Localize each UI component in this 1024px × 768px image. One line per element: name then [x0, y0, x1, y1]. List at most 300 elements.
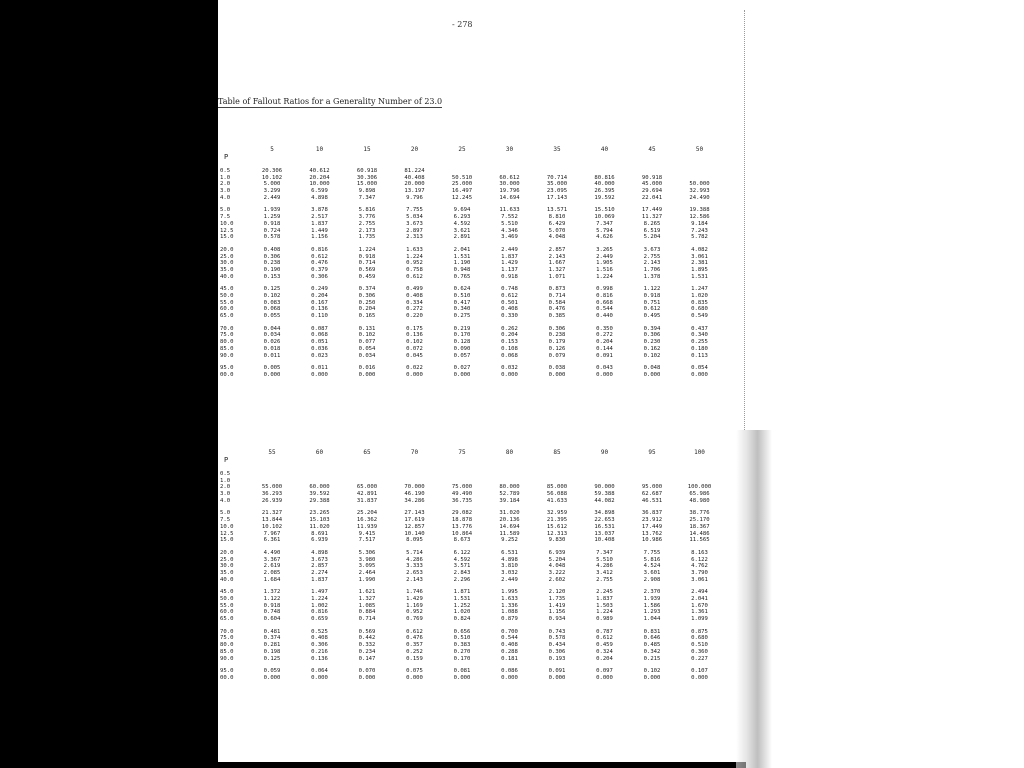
ratio-cell: 0.544 [501, 635, 518, 642]
background-margin [746, 0, 1024, 768]
percent-cell: 35.0 [220, 569, 234, 576]
ratio-cell: 0.204 [596, 655, 613, 662]
ratio-cell: 0.054 [691, 365, 708, 372]
percent-cell: 75.0 [220, 332, 234, 339]
ratio-cell: 41.633 [546, 497, 568, 504]
ratio-cell: 3.810 [501, 563, 518, 570]
ratio-cell: 36.293 [261, 491, 283, 498]
ratio-cell: 2.041 [453, 246, 471, 253]
ratio-cell: 0.385 [548, 313, 566, 320]
ratio-cell: 0.831 [643, 628, 661, 635]
row-group [220, 247, 720, 280]
percent-cell: 60.0 [220, 609, 234, 616]
ratio-cell: 0.043 [596, 365, 613, 372]
ratio-cell: 0.578 [548, 635, 566, 642]
table-row [220, 313, 720, 320]
table-row [220, 168, 720, 175]
ratio-cell: 0.032 [501, 365, 518, 372]
ratio-cell: 0.724 [263, 227, 281, 234]
ratio-cell: 2.449 [501, 246, 518, 253]
ratio-cell: 0.374 [358, 286, 376, 293]
ratio-cell: 1.939 [263, 207, 281, 214]
percent-cell: 50.0 [220, 596, 234, 602]
ratio-cell: 0.000 [691, 371, 708, 378]
ratio-cell: 0.108 [501, 345, 518, 352]
ratio-cell: 7.347 [358, 194, 376, 201]
ratio-cell: 1.247 [691, 286, 708, 293]
ratio-cell: 2.274 [311, 569, 328, 576]
ratio-cell: 0.612 [643, 306, 661, 313]
ratio-cell: 1.746 [406, 589, 423, 596]
ratio-cell: 0.016 [358, 365, 376, 372]
ratio-cell: 0.952 [406, 260, 423, 267]
ratio-cell: 12.586 [689, 214, 710, 221]
ratio-cell: 4.286 [406, 556, 423, 563]
ratio-cell: 9.898 [358, 188, 376, 195]
ratio-cell: 19.388 [689, 207, 710, 214]
ratio-cell: 1.002 [311, 602, 328, 609]
column-header: 70 [410, 449, 419, 456]
ratio-cell: 2.143 [406, 576, 423, 583]
ratio-cell: 20.204 [309, 174, 330, 181]
ratio-cell: 1.071 [548, 273, 566, 280]
ratio-cell: 5.510 [501, 220, 518, 227]
ratio-cell: 1.327 [548, 266, 566, 273]
ratio-cell: 3.367 [263, 556, 281, 563]
table-row [220, 557, 720, 564]
percent-cell: 70.0 [220, 628, 234, 635]
row-group [220, 365, 720, 378]
ratio-cell: 0.170 [453, 332, 471, 339]
ratio-cell: 8.095 [406, 537, 423, 544]
percent-cell: 20.0 [220, 549, 234, 556]
table-row [220, 668, 720, 675]
ratio-cell: 0.075 [406, 668, 423, 675]
ratio-cell: 12.313 [546, 530, 568, 537]
ratio-cell: 0.022 [406, 365, 423, 372]
ratio-cell: 7.755 [643, 549, 661, 556]
table-row [220, 326, 720, 333]
ratio-cell: 0.765 [453, 273, 471, 280]
percent-cell: 00.0 [220, 371, 234, 378]
ratio-cell: 2.653 [406, 569, 423, 576]
table-row [220, 286, 720, 293]
ratio-cell: 6.531 [501, 549, 518, 556]
ratio-cell: 0.751 [643, 299, 661, 306]
ratio-cell: 5.306 [358, 549, 376, 556]
ratio-cell: 1.837 [501, 253, 518, 260]
table-row [220, 188, 720, 195]
ratio-cell: 90.918 [641, 174, 663, 181]
table-header [220, 146, 720, 162]
ratio-cell: 0.175 [406, 325, 423, 332]
ratio-cell: 0.027 [453, 365, 471, 372]
ratio-cell: 9.694 [453, 207, 471, 214]
table-row [220, 570, 720, 577]
ratio-cell: 100.000 [687, 484, 712, 491]
ratio-cell: 17.449 [641, 207, 663, 214]
ratio-cell: 1.735 [548, 596, 566, 602]
ratio-cell: 0.081 [453, 668, 471, 675]
ratio-cell: 1.684 [263, 576, 281, 583]
ratio-cell: 0.068 [501, 352, 518, 359]
ratio-cell: 39.184 [499, 497, 520, 504]
ratio-cell: 50.510 [451, 174, 473, 181]
ratio-cell: 0.434 [548, 642, 566, 649]
ratio-cell: 0.034 [263, 332, 281, 339]
percent-cell: 90.0 [220, 655, 234, 662]
ratio-cell: 0.000 [311, 674, 328, 681]
ratio-cell: 0.255 [691, 339, 708, 346]
table-row [220, 175, 720, 182]
table-row [220, 260, 720, 267]
ratio-cell: 0.714 [358, 616, 376, 623]
ratio-cell: 0.879 [501, 616, 518, 623]
ratio-cell: 0.408 [263, 246, 281, 253]
ratio-cell: 1.633 [501, 596, 518, 602]
ratio-cell: 11.589 [499, 530, 520, 537]
percent-cell: 65.0 [220, 313, 234, 320]
ratio-cell: 0.624 [453, 286, 471, 293]
ratio-cell: 0.086 [501, 668, 518, 675]
ratio-cell: 1.169 [406, 602, 423, 609]
ratio-cell: 0.190 [263, 266, 281, 273]
percent-cell: 00.0 [220, 674, 234, 681]
fallout-table-1 [220, 146, 720, 379]
table-row [220, 195, 720, 202]
ratio-cell: 2.120 [548, 589, 566, 596]
ratio-cell: 0.018 [263, 345, 281, 352]
ratio-cell: 6.122 [691, 556, 708, 563]
table-row [220, 365, 720, 372]
percent-cell: 85.0 [220, 345, 234, 352]
ratio-cell: 0.125 [263, 655, 281, 662]
percent-cell: 30.0 [220, 260, 234, 267]
table-row [220, 656, 720, 663]
ratio-cell: 0.068 [263, 306, 281, 313]
ratio-cell: 21.395 [546, 517, 568, 524]
ratio-cell: 0.569 [358, 266, 376, 273]
ratio-cell: 0.262 [501, 325, 518, 332]
percent-cell: 85.0 [220, 648, 234, 655]
ratio-cell: 0.612 [501, 293, 518, 299]
ratio-cell: 0.000 [548, 371, 566, 378]
ratio-cell: 11.633 [499, 207, 520, 214]
ratio-cell: 0.136 [311, 306, 328, 313]
ratio-cell: 5.794 [596, 227, 613, 234]
percent-cell: 60.0 [220, 306, 234, 313]
ratio-cell: 5.204 [548, 556, 566, 563]
ratio-cell: 10.408 [594, 537, 615, 544]
ratio-cell: 29.082 [451, 510, 473, 517]
ratio-cell: 5.034 [406, 214, 423, 221]
table-row [220, 675, 720, 682]
ratio-cell: 0.270 [453, 648, 471, 655]
ratio-cell: 3.878 [311, 207, 328, 214]
ratio-cell: 4.490 [263, 549, 281, 556]
ratio-cell: 5.000 [263, 181, 281, 188]
row-group [220, 550, 720, 583]
ratio-cell: 0.000 [596, 371, 613, 378]
ratio-cell: 2.143 [643, 260, 661, 267]
ratio-cell: 0.110 [311, 313, 328, 320]
ratio-cell: 60.000 [309, 484, 330, 491]
ratio-cell: 0.215 [643, 655, 661, 662]
table-header [220, 449, 720, 465]
ratio-cell: 10.986 [641, 537, 663, 544]
ratio-cell: 0.165 [358, 313, 376, 320]
ratio-cell: 2.602 [548, 576, 566, 583]
ratio-cell: 62.687 [641, 491, 663, 498]
ratio-cell: 0.000 [643, 674, 661, 681]
table-row [220, 471, 720, 478]
ratio-cell: 6.429 [548, 220, 566, 227]
ratio-cell: 0.227 [691, 655, 708, 662]
ratio-cell: 0.360 [691, 648, 708, 655]
percent-cell: 2.0 [220, 181, 231, 188]
ratio-cell: 0.026 [263, 339, 281, 346]
ratio-cell: 44.082 [594, 497, 615, 504]
ratio-cell: 0.408 [501, 306, 518, 313]
ratio-cell: 1.372 [263, 589, 281, 596]
ratio-cell: 0.324 [596, 648, 613, 655]
table-row [220, 616, 720, 623]
ratio-cell: 7.347 [596, 549, 613, 556]
percent-cell: 45.0 [220, 286, 234, 293]
row-group [220, 629, 720, 662]
ratio-cell: 55.000 [261, 484, 283, 491]
table-row [220, 214, 720, 221]
table-row [220, 596, 720, 603]
ratio-cell: 0.234 [358, 648, 376, 655]
ratio-cell: 3.571 [453, 563, 471, 570]
column-header: 60 [315, 449, 324, 456]
ratio-cell: 4.626 [596, 234, 613, 241]
ratio-cell: 13.776 [451, 523, 473, 530]
ratio-cell: 1.099 [691, 616, 708, 623]
percent-cell: 90.0 [220, 352, 234, 359]
percent-cell: 70.0 [220, 325, 234, 332]
table-row [220, 484, 720, 491]
ratio-cell: 7.347 [596, 220, 613, 227]
table-row [220, 517, 720, 524]
ratio-cell: 1.531 [453, 253, 471, 260]
ratio-cell: 1.503 [596, 602, 613, 609]
ratio-cell: 11.020 [309, 523, 330, 530]
ratio-cell: 10.000 [309, 181, 330, 188]
table-row [220, 629, 720, 636]
ratio-cell: 3.222 [548, 569, 566, 576]
table-row [220, 207, 720, 214]
ratio-cell: 19.796 [499, 188, 520, 195]
ratio-cell: 0.357 [406, 642, 423, 649]
table-row [220, 353, 720, 360]
ratio-cell: 16.497 [451, 188, 473, 195]
ratio-cell: 80.816 [594, 174, 615, 181]
ratio-cell: 1.259 [263, 214, 281, 221]
ratio-cell: 59.388 [594, 491, 615, 498]
ratio-cell: 1.224 [358, 246, 376, 253]
ratio-cell: 0.748 [501, 286, 518, 293]
ratio-cell: 0.055 [263, 313, 281, 320]
ratio-cell: 13.037 [594, 530, 615, 537]
ratio-cell: 3.673 [311, 556, 328, 563]
percent-cell: 30.0 [220, 563, 234, 570]
ratio-cell: 1.044 [643, 616, 661, 623]
ratio-cell: 0.272 [406, 306, 423, 313]
ratio-cell: 0.918 [358, 253, 376, 260]
ratio-cell: 0.383 [453, 642, 471, 649]
ratio-cell: 0.000 [453, 371, 471, 378]
table-row [220, 247, 720, 254]
row-group [220, 510, 720, 543]
column-header: 100 [694, 449, 705, 456]
table-row [220, 491, 720, 498]
ratio-cell: 1.156 [311, 234, 328, 241]
table-row [220, 339, 720, 346]
ratio-cell: 25.170 [689, 517, 710, 524]
column-header: 5 [270, 146, 274, 153]
ratio-cell: 0.091 [548, 668, 566, 675]
ratio-cell: 0.787 [596, 628, 613, 635]
row-group [220, 207, 720, 240]
ratio-cell: 1.137 [501, 266, 518, 273]
ratio-cell: 0.306 [548, 325, 566, 332]
ratio-cell: 0.578 [263, 234, 281, 241]
percent-cell: 12.5 [220, 227, 234, 234]
ratio-cell: 0.000 [548, 674, 566, 681]
ratio-cell: 0.612 [596, 635, 613, 642]
table-row [220, 531, 720, 538]
ratio-cell: 0.023 [311, 352, 328, 359]
ratio-cell: 5.204 [643, 234, 661, 241]
ratio-cell: 7.552 [501, 214, 518, 221]
ratio-cell: 2.296 [453, 576, 471, 583]
ratio-cell: 2.908 [643, 576, 661, 583]
ratio-cell: 1.252 [453, 602, 471, 609]
ratio-cell: 2.449 [596, 253, 613, 260]
ratio-cell: 0.068 [311, 332, 328, 339]
percent-cell: 10.0 [220, 220, 234, 227]
ratio-cell: 4.762 [691, 563, 708, 570]
ratio-cell: 0.873 [548, 286, 566, 293]
ratio-cell: 3.469 [501, 234, 518, 241]
ratio-cell: 23.265 [309, 510, 330, 517]
ratio-cell: 2.891 [453, 234, 471, 241]
ratio-cell: 1.020 [453, 609, 471, 616]
ratio-cell: 0.090 [453, 345, 471, 352]
ratio-cell: 60.918 [356, 168, 378, 174]
ratio-cell: 0.714 [358, 260, 376, 267]
ratio-cell: 0.144 [596, 345, 613, 352]
ratio-cell: 0.408 [406, 293, 423, 299]
ratio-cell: 5.070 [548, 227, 566, 234]
ratio-cell: 0.000 [311, 371, 328, 378]
ratio-cell: 0.107 [691, 668, 708, 675]
ratio-cell: 7.517 [358, 537, 376, 544]
ratio-cell: 0.835 [691, 299, 708, 306]
ratio-cell: 0.408 [501, 642, 518, 649]
ratio-cell: 56.088 [546, 491, 568, 498]
ratio-cell: 1.088 [501, 609, 518, 616]
table-row [220, 603, 720, 610]
percent-cell: 5.0 [220, 510, 231, 517]
column-header: 20 [410, 146, 419, 153]
ratio-cell: 14.694 [499, 194, 520, 201]
ratio-cell: 95.000 [641, 484, 663, 491]
column-header: 80 [505, 449, 514, 456]
ratio-cell: 0.072 [406, 345, 423, 352]
ratio-cell: 0.918 [501, 273, 518, 280]
ratio-cell: 8.673 [453, 537, 471, 544]
ratio-cell: 0.070 [358, 668, 376, 675]
ratio-cell: 0.087 [311, 325, 328, 332]
ratio-cell: 2.755 [643, 253, 661, 260]
percent-cell: 1.0 [220, 174, 231, 181]
ratio-cell: 0.057 [453, 352, 471, 359]
ratio-cell: 0.340 [453, 306, 471, 313]
ratio-cell: 0.510 [453, 635, 471, 642]
ratio-cell: 3.032 [501, 569, 518, 576]
ratio-cell: 14.694 [499, 523, 520, 530]
ratio-cell: 1.429 [501, 260, 518, 267]
ratio-cell: 8.265 [643, 220, 661, 227]
ratio-cell: 0.549 [691, 313, 708, 320]
ratio-cell: 35.000 [546, 181, 568, 188]
ratio-cell: 31.020 [499, 510, 520, 517]
ratio-cell: 9.415 [358, 530, 376, 537]
ratio-cell: 65.986 [689, 491, 710, 498]
percent-cell: 40.0 [220, 576, 234, 583]
ratio-cell: 0.875 [691, 628, 708, 635]
table-row [220, 524, 720, 531]
ratio-cell: 2.857 [311, 563, 328, 570]
ratio-cell: 0.051 [311, 339, 328, 346]
table-title: Table of Fallout Ratios for a Generality Number of 23.0 [218, 97, 443, 106]
ratio-cell: 0.334 [406, 299, 423, 306]
ratio-cell: 0.948 [453, 266, 471, 273]
ratio-cell: 0.083 [263, 299, 281, 306]
ratio-cell: 3.673 [406, 220, 423, 227]
ratio-cell: 0.408 [311, 635, 328, 642]
ratio-cell: 19.592 [594, 194, 615, 201]
ratio-cell: 0.525 [311, 628, 328, 635]
ratio-cell: 0.379 [311, 266, 328, 273]
ratio-cell: 1.336 [501, 602, 518, 609]
ratio-cell: 0.147 [358, 655, 376, 662]
ratio-cell: 0.136 [406, 332, 423, 339]
ratio-cell: 52.789 [499, 491, 520, 498]
table-row [220, 254, 720, 261]
ratio-cell: 9.252 [501, 537, 518, 544]
table-row [220, 478, 720, 485]
ratio-cell: 0.091 [596, 352, 613, 359]
column-header: 55 [268, 449, 276, 456]
table-row [220, 274, 720, 281]
ratio-cell: 15.510 [594, 207, 615, 214]
ratio-cell: 0.167 [311, 299, 328, 306]
percent-cell: 45.0 [220, 589, 234, 596]
ratio-cell: 80.000 [499, 484, 520, 491]
ratio-cell: 26.939 [261, 497, 283, 504]
ratio-cell: 70.714 [546, 174, 568, 181]
column-header: 25 [458, 146, 466, 153]
ratio-cell: 1.224 [596, 273, 613, 280]
ratio-cell: 0.036 [311, 345, 328, 352]
row-group [220, 589, 720, 622]
percent-cell: 7.5 [220, 214, 231, 221]
ratio-cell: 15.103 [309, 517, 330, 524]
